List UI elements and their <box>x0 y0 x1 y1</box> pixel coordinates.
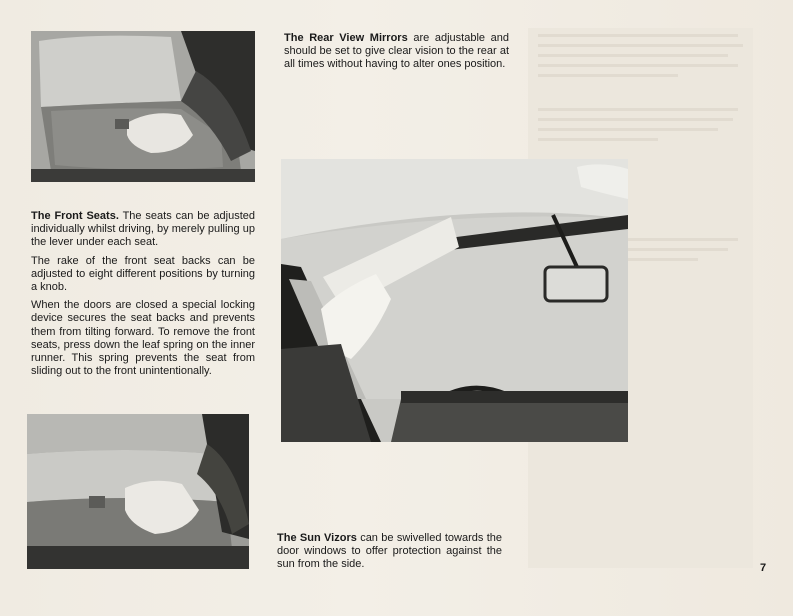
sun-visors-paragraph <box>277 532 502 572</box>
seat-lever-photo <box>31 31 255 182</box>
rear-view-mirrors-paragraph <box>284 32 509 72</box>
sun-visors-heading: The Sun Vizors <box>277 532 357 544</box>
rear-view-mirror-sun-visor-photo <box>281 159 628 442</box>
front-seats-section <box>31 210 255 383</box>
sun-visors-body: can be swivelled towards the door windows to offer protection against the sun from the side. <box>277 532 502 571</box>
rear-view-mirrors-heading: The Rear View Mirrors <box>284 32 408 44</box>
front-seats-paragraph-1 <box>31 210 255 250</box>
front-seats-heading: The Front Seats. <box>31 210 119 222</box>
seat-rake-knob-photo <box>27 414 249 569</box>
front-seats-paragraph-2: The rake of the front seat backs can be adjusted to eight different positions by turning a knob. <box>31 254 255 294</box>
page-number: 7 <box>760 562 767 574</box>
front-seats-body-1: The seats can be adjusted individually whilst driving, by merely pulling up the lever under each seat. <box>31 210 255 249</box>
rear-view-mirrors-body: are adjustable and should be set to give clear vision to the rear at all times without having to alter ones position. <box>284 32 509 71</box>
front-seats-paragraph-3: When the doors are closed a special locking device secures the seat backs and prevents them from tilting forward. To remove the front seats, press down the leaf spring on the inner runner. This spring prevents the seat from sliding out to the front unintentionally. <box>31 299 255 378</box>
